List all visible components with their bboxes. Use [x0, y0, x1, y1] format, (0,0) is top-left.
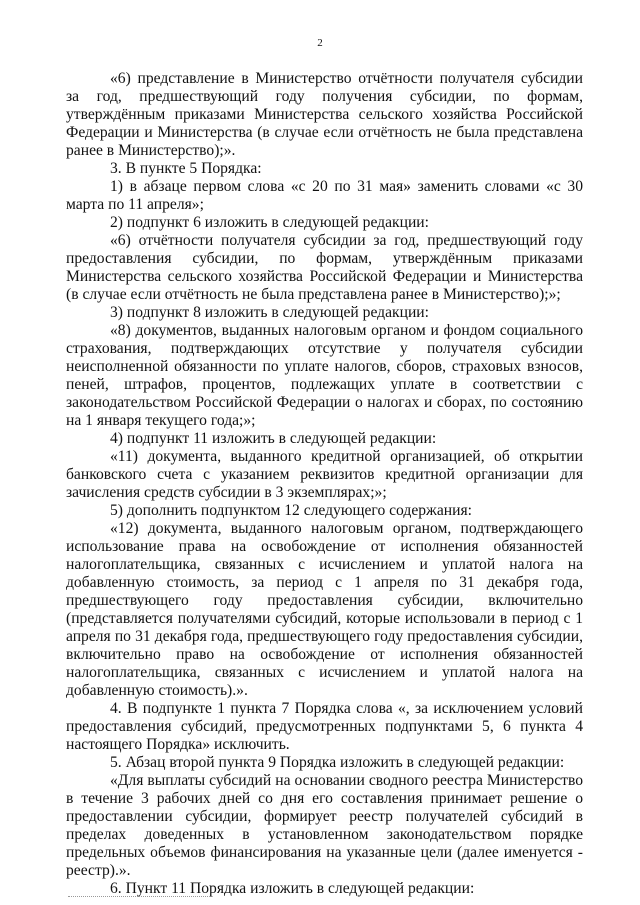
- paragraph: 5) дополнить подпунктом 12 следующего содержания:: [110, 502, 472, 519]
- paragraph: «11) документа, выданного кредитной организацией, об открытии банковского счета с указанием реквизитов кредитной организации для зачисления средств субсидии в 3 экземплярах;»;: [66, 448, 583, 501]
- paragraph: 4. В подпункте 1 пункта 7 Порядка слова «, за исключением условий предоставления субсидий, предусмотренных подпунктами 5, 6 пункта 4 настоящего Порядка» исключить.: [66, 700, 583, 753]
- footer-rule: [68, 896, 208, 898]
- paragraph: 1) в абзаце первом слова «с 20 по 31 мая» заменить словами «с 30 марта по 11 апреля»;: [66, 178, 583, 213]
- paragraph: «12) документа, выданного налоговым органом, подтверждающего использование права на освобождение от исполнения обязанностей налогоплательщика, связанных с исчислением и уплатой налога на добавленную стоимость, за период с 1 апреля по 31 декабря года, предшествующего году предоставления субсидии, включительно (представляется получателями субсидий, которые использовали в период с 1 апреля по 31 декабря года, предшествующего году предоставления субсидии, включительно право на освобождение от исполнения обязанностей налогоплательщика, связанных с исчислением и уплатой налога на добавленную стоимость).».: [66, 520, 583, 699]
- paragraph: 2) подпункт 6 изложить в следующей редакции:: [110, 214, 429, 231]
- paragraph: 3. В пункте 5 Порядка:: [110, 160, 262, 177]
- paragraph: 5. Абзац второй пункта 9 Порядка изложить в следующей редакции:: [110, 754, 565, 771]
- paragraph: «6) отчётности получателя субсидии за год, предшествующий году предоставления субсидии, по формам, утверждённым приказами Министерства сельского хозяйства Российской Федерации и Министерства (в случае если отчётность не была представлена ранее в Министерство);»;: [66, 232, 583, 303]
- paragraph: «Для выплаты субсидий на основании сводного реестра Министерство в течение 3 рабочих дней со дня его составления принимает решение о предоставлении субсидии, формирует реестр получателей субсидий в пределах доведенных в установленном законодательством порядке предельных объемов финансирования на указанные цели (далее именуется - реестр).».: [66, 772, 583, 879]
- paragraph: 4) подпункт 11 изложить в следующей редакции:: [110, 430, 437, 447]
- page-number: 2: [317, 37, 323, 49]
- paragraph: 3) подпункт 8 изложить в следующей редакции:: [110, 304, 429, 321]
- paragraph: «6) представление в Министерство отчётности получателя субсидии за год, предшествующий году получения субсидии, по формам, утверждённым приказами Министерства сельского хозяйства Российской Федерации и Министерства (в случае если отчётность не была представлена ранее в Министерство);».: [66, 70, 583, 159]
- paragraph: «8) документов, выданных налоговым органом и фондом социального страхования, подтверждающих отсутствие у получателя субсидии неисполненной обязанности по уплате налогов, сборов, страховых взносов, пеней, штрафов, процентов, подлежащих уплате в соответствии с законодательством Российской Федерации о налогах и сборах, по состоянию на 1 января текущего года;»;: [66, 322, 583, 429]
- document-body: [66, 70, 583, 898]
- paragraph: 6. Пункт 11 Порядка изложить в следующей редакции:: [110, 880, 475, 897]
